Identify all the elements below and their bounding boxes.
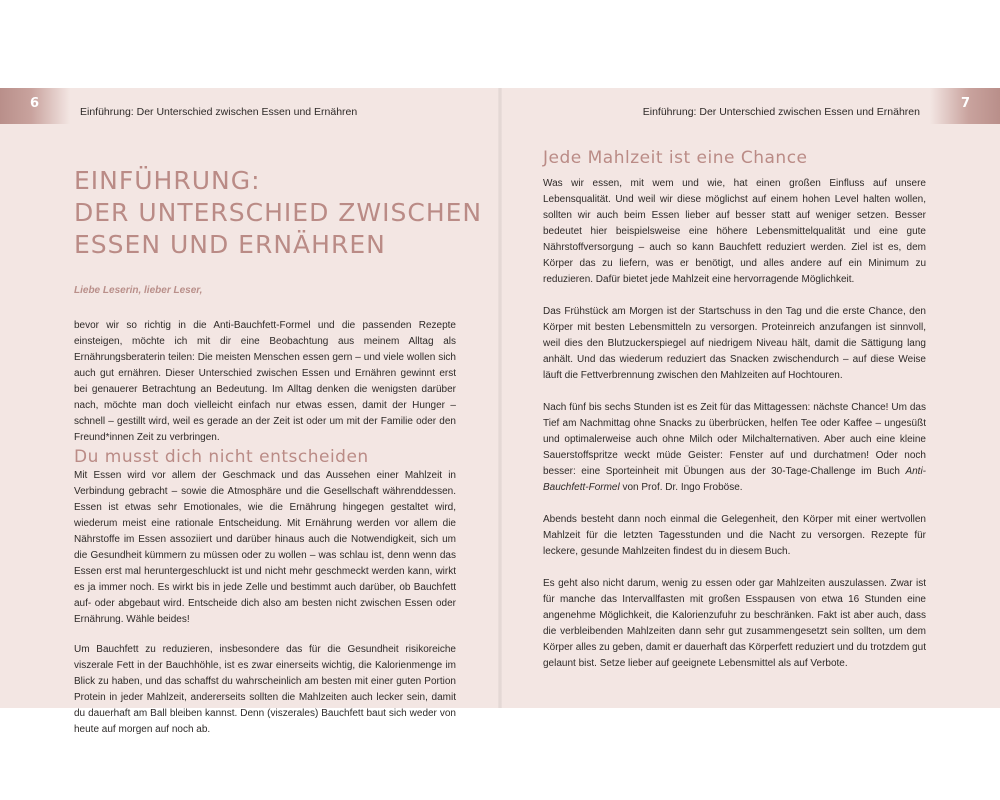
chapter-title-line: DER UNTERSCHIED ZWISCHEN [74, 198, 483, 227]
chapter-title-line: EINFÜHRUNG: [74, 166, 261, 195]
book-title: Anti-Bauchfett-Formel [543, 466, 926, 493]
intro-paragraph: bevor wir so richtig in die Anti-Bauchfett-Formel und die passenden Rezepte einsteigen, möchte ich mit dir eine Beobachtung aus meinem Alltag als Ernährungsberaterin teilen: Die meisten Menschen essen gern – und viele wollen sich auch gut ernähren. Dieser Unterschied zwischen Essen und Ernähren gewinnt erst bei genauerer Betrachtung an Bedeutung. Im Alltag denken die wenigsten darüber nach, möchte man doch vielleicht einfach nur etwas essen, damit der Hunger – schnell – gestillt wird, weil es gerade an der Zeit ist oder um mit der Familie oder den Freund*innen Zeit zu verbringen. [74, 320, 456, 443]
section-heading-right: Jede Mahlzeit ist eine Chance [543, 148, 808, 168]
body-paragraph: Es geht also nicht darum, wenig zu essen oder gar Mahlzeiten auszulassen. Zwar ist für manche das Intervallfasten mit großen Esspausen von etwa 16 Stunden eine angenehme Möglichkeit, die Kalorienzufuhr zu beschränken. Fakt ist aber auch, dass die verbleibenden Mahlzeiten dann sehr gut zusammengesetzt sein sollten, um dem Körper alles zu geben, damit er dauerhaft das Körperfett reduziert und du trotzdem gut gelaunt bist. Setze lieber auf geeignete Lebensmittel als auf Verbote. [543, 578, 926, 669]
body-paragraph: Um Bauchfett zu reduzieren, insbesondere das für die Gesundheit risikoreiche viszerale Fett in der Bauchhöhle, ist es zwar einerseits wichtig, die Kalorienmenge im Blick zu haben, und das schaffst du wahrscheinlich am besten mit einer guten Portion Protein in jeder Mahlzeit, andererseits sollten die Mahlzeiten auch lecker sein, damit du dauerhaft am Ball bleiben kannst. Denn (viszerales) Bauchfett baut sich weder von heute auf morgen auf noch ab. [74, 644, 456, 735]
page-number-right: 7 [930, 88, 1000, 124]
running-head-left: Einführung: Der Unterschied zwischen Essen und Ernähren [80, 106, 358, 118]
book-gutter [498, 88, 502, 708]
body-paragraph: Das Frühstück am Morgen ist der Startschuss in den Tag und die erste Chance, den Körper mit besten Lebensmitteln zu versorgen. Proteinreich anzufangen ist sinnvoll, weil dies den Blutzuckerspiegel auf niedrigem Niveau hält, damit die Sättigung lang anhält. Und das wiederum reduziert das Snacken zwischendurch – auf diese Weise läuft die Fettverbrennung zwischen den Mahlzeiten auf Hochtouren. [543, 306, 926, 381]
salutation: Liebe Leserin, lieber Leser, [74, 285, 203, 296]
chapter-title-line: ESSEN UND ERNÄHREN [74, 230, 386, 259]
book-spread [0, 88, 1000, 735]
page-number-left: 6 [0, 88, 70, 124]
left-text-column [74, 318, 456, 738]
paragraph-text: Nach fünf bis sechs Stunden ist es Zeit für das Mittagessen: nächste Chance! Um das Tief am Nachmittag ohne Snacks zu überbrücken, helfen Tee oder Kaffee – ungesüßt und optimalerweise auch ohne Milch oder Milchalternativen. Aber auch eine kleine Sauerstoffspritze weckt müde Geister: Fenster auf und durchatmen! Oder noch besser: eine Sporteinheit mit Übungen aus der 30-Tage-Challenge im Buch [543, 402, 926, 477]
chapter-title [74, 165, 494, 261]
body-paragraph: Was wir essen, mit wem und wie, hat einen großen Einfluss auf unsere Lebensqualität. Und weil wir diese möglichst auf einem hohen Level halten wollen, sollten wir auch beim Essen lieber auf besser statt auf weniger setzen. Besser bedeutet hier beispielsweise eine höhere Lebensmittelqualität und eine gute Nährstoffversorgung – auch so kann Bauchfett reduziert werden. Ziel ist es, dem Körper das zu liefern, was er benötigt, und alles andere auf ein Minimum zu reduzieren. Dafür bietet jede Mahlzeit eine hervorragende Möglichkeit. [543, 178, 926, 285]
body-paragraph: Abends besteht dann noch einmal die Gelegenheit, den Körper mit einer wertvollen Mahlzeit für die letzten Tagesstunden und die Nacht zu versorgen. Rezepte für leckere, gesunde Mahlzeiten findest du in diesem Buch. [543, 514, 926, 557]
section-heading-left: Du musst dich nicht entscheiden [74, 447, 369, 467]
body-paragraph: Mit Essen wird vor allem der Geschmack und das Aussehen einer Mahlzeit in Verbindung gebracht – sowie die Atmosphäre und die Gesellschaft währenddessen. Essen ist etwas sehr Emotionales, wie die Ernährung hingegen gestaltet wird, wiederum meist eine rationale Entscheidung. Mit Ernährung werden vor allem die Nährstoffe im Essen assoziiert und darüber hinaus auch die Notwendigkeit, sich um die Gesundheit kümmern zu müssen oder zu wollen – was schlau ist, denn wenn das Essen erst mal heruntergeschluckt ist und nicht mehr geschmeckt werden kann, wirkt es ja immer noch. Es wirkt bis in jede Zelle und bestimmt auch darüber, ob Bauchfett auf- oder abgebaut wird. Entscheide dich also am besten nicht zwischen Essen oder Ernährung. Wähle beides! [74, 470, 456, 625]
right-text-column [543, 176, 926, 672]
running-head-right: Einführung: Der Unterschied zwischen Essen und Ernähren [642, 106, 920, 118]
paragraph-text: von Prof. Dr. Ingo Froböse. [619, 482, 743, 493]
body-paragraph-lunch [543, 400, 926, 496]
